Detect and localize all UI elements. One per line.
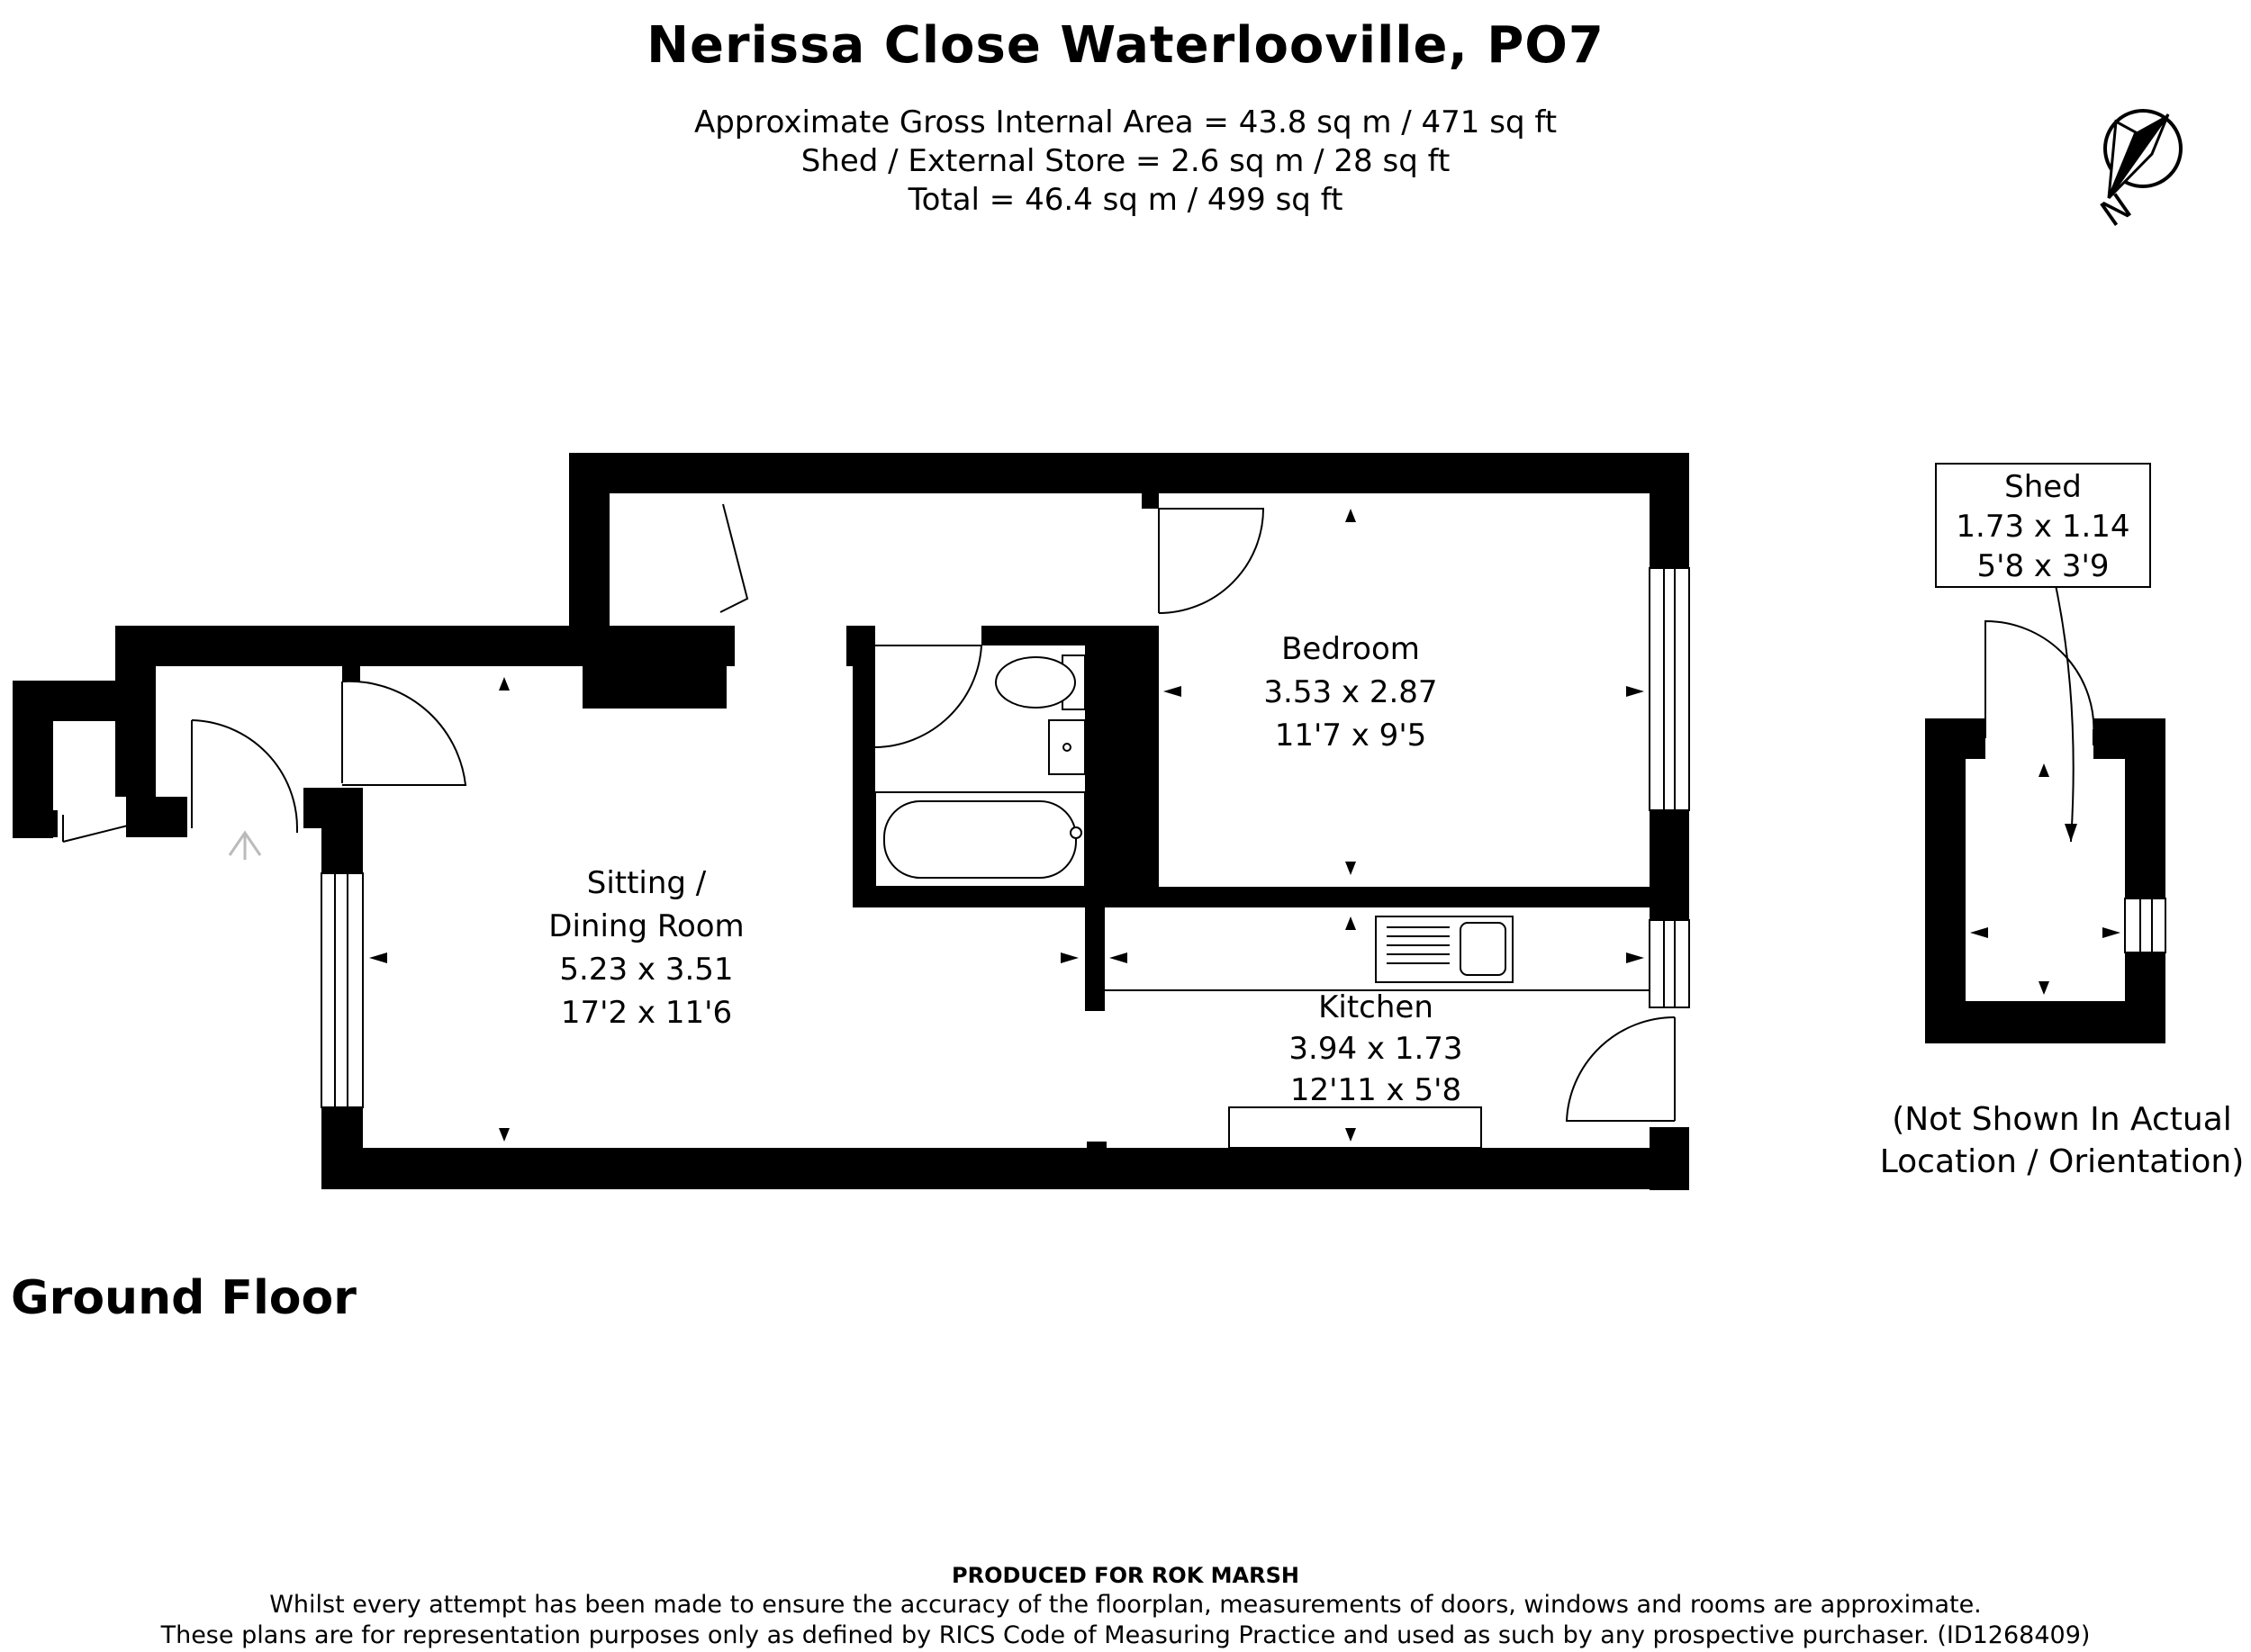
kitchen-imperial: 12'11 x 5'8 <box>1289 1072 1462 1108</box>
gross-internal-area: Approximate Gross Internal Area = 43.8 sq m / 471 sq ft <box>693 104 1558 140</box>
shed-name: Shed <box>2004 469 2082 505</box>
shed-imperial: 5'8 x 3'9 <box>1976 548 2110 584</box>
kitchen-metric: 3.94 x 1.73 <box>1288 1031 1463 1067</box>
total-area: Total = 46.4 sq m / 499 sq ft <box>908 182 1343 218</box>
north-arrow-icon <box>2093 111 2181 235</box>
shed-plan <box>1925 464 2165 1043</box>
floor-label: Ground Floor <box>11 1271 357 1325</box>
shed-door <box>1985 621 2093 738</box>
shed-note-line2: Location / Orientation) <box>1879 1143 2245 1180</box>
plan-title: Nerissa Close Waterlooville, PO7 <box>646 16 1605 75</box>
shed-store-area: Shed / External Store = 2.6 sq m / 28 sq ft <box>800 143 1451 179</box>
shed-window <box>2125 898 2165 952</box>
sitting-metric: 5.23 x 3.51 <box>559 952 734 988</box>
disclaimer-line1: Whilst every attempt has been made to ensure the accuracy of the floorplan, measurements of doors, windows and rooms are approximate. <box>269 1591 1982 1619</box>
kitchen-unit-icon <box>1229 1107 1481 1148</box>
disclaimer-line2: These plans are for representation purposes only as defined by RICS Code of Measuring Practice and used as such by any prospective purchaser. (ID1268409) <box>160 1621 2091 1649</box>
north-label: N <box>2093 185 2139 236</box>
shed-note-line1: (Not Shown In Actual <box>1892 1101 2232 1138</box>
toilet-icon <box>996 657 1075 708</box>
bedroom-name: Bedroom <box>1281 631 1420 667</box>
kitchen-name: Kitchen <box>1318 989 1433 1025</box>
sitting-imperial: 17'2 x 11'6 <box>560 995 733 1031</box>
sitting-name-line2: Dining Room <box>548 908 745 944</box>
sitting-name-line1: Sitting / <box>586 865 707 901</box>
entrance-arrow-icon <box>230 833 260 860</box>
bath-tub-icon <box>884 801 1076 878</box>
produced-for: PRODUCED FOR ROK MARSH <box>952 1563 1299 1588</box>
shed-metric: 1.73 x 1.14 <box>1956 509 2130 545</box>
bedroom-metric: 3.53 x 2.87 <box>1263 674 1438 710</box>
bedroom-imperial: 11'7 x 9'5 <box>1274 718 1427 754</box>
